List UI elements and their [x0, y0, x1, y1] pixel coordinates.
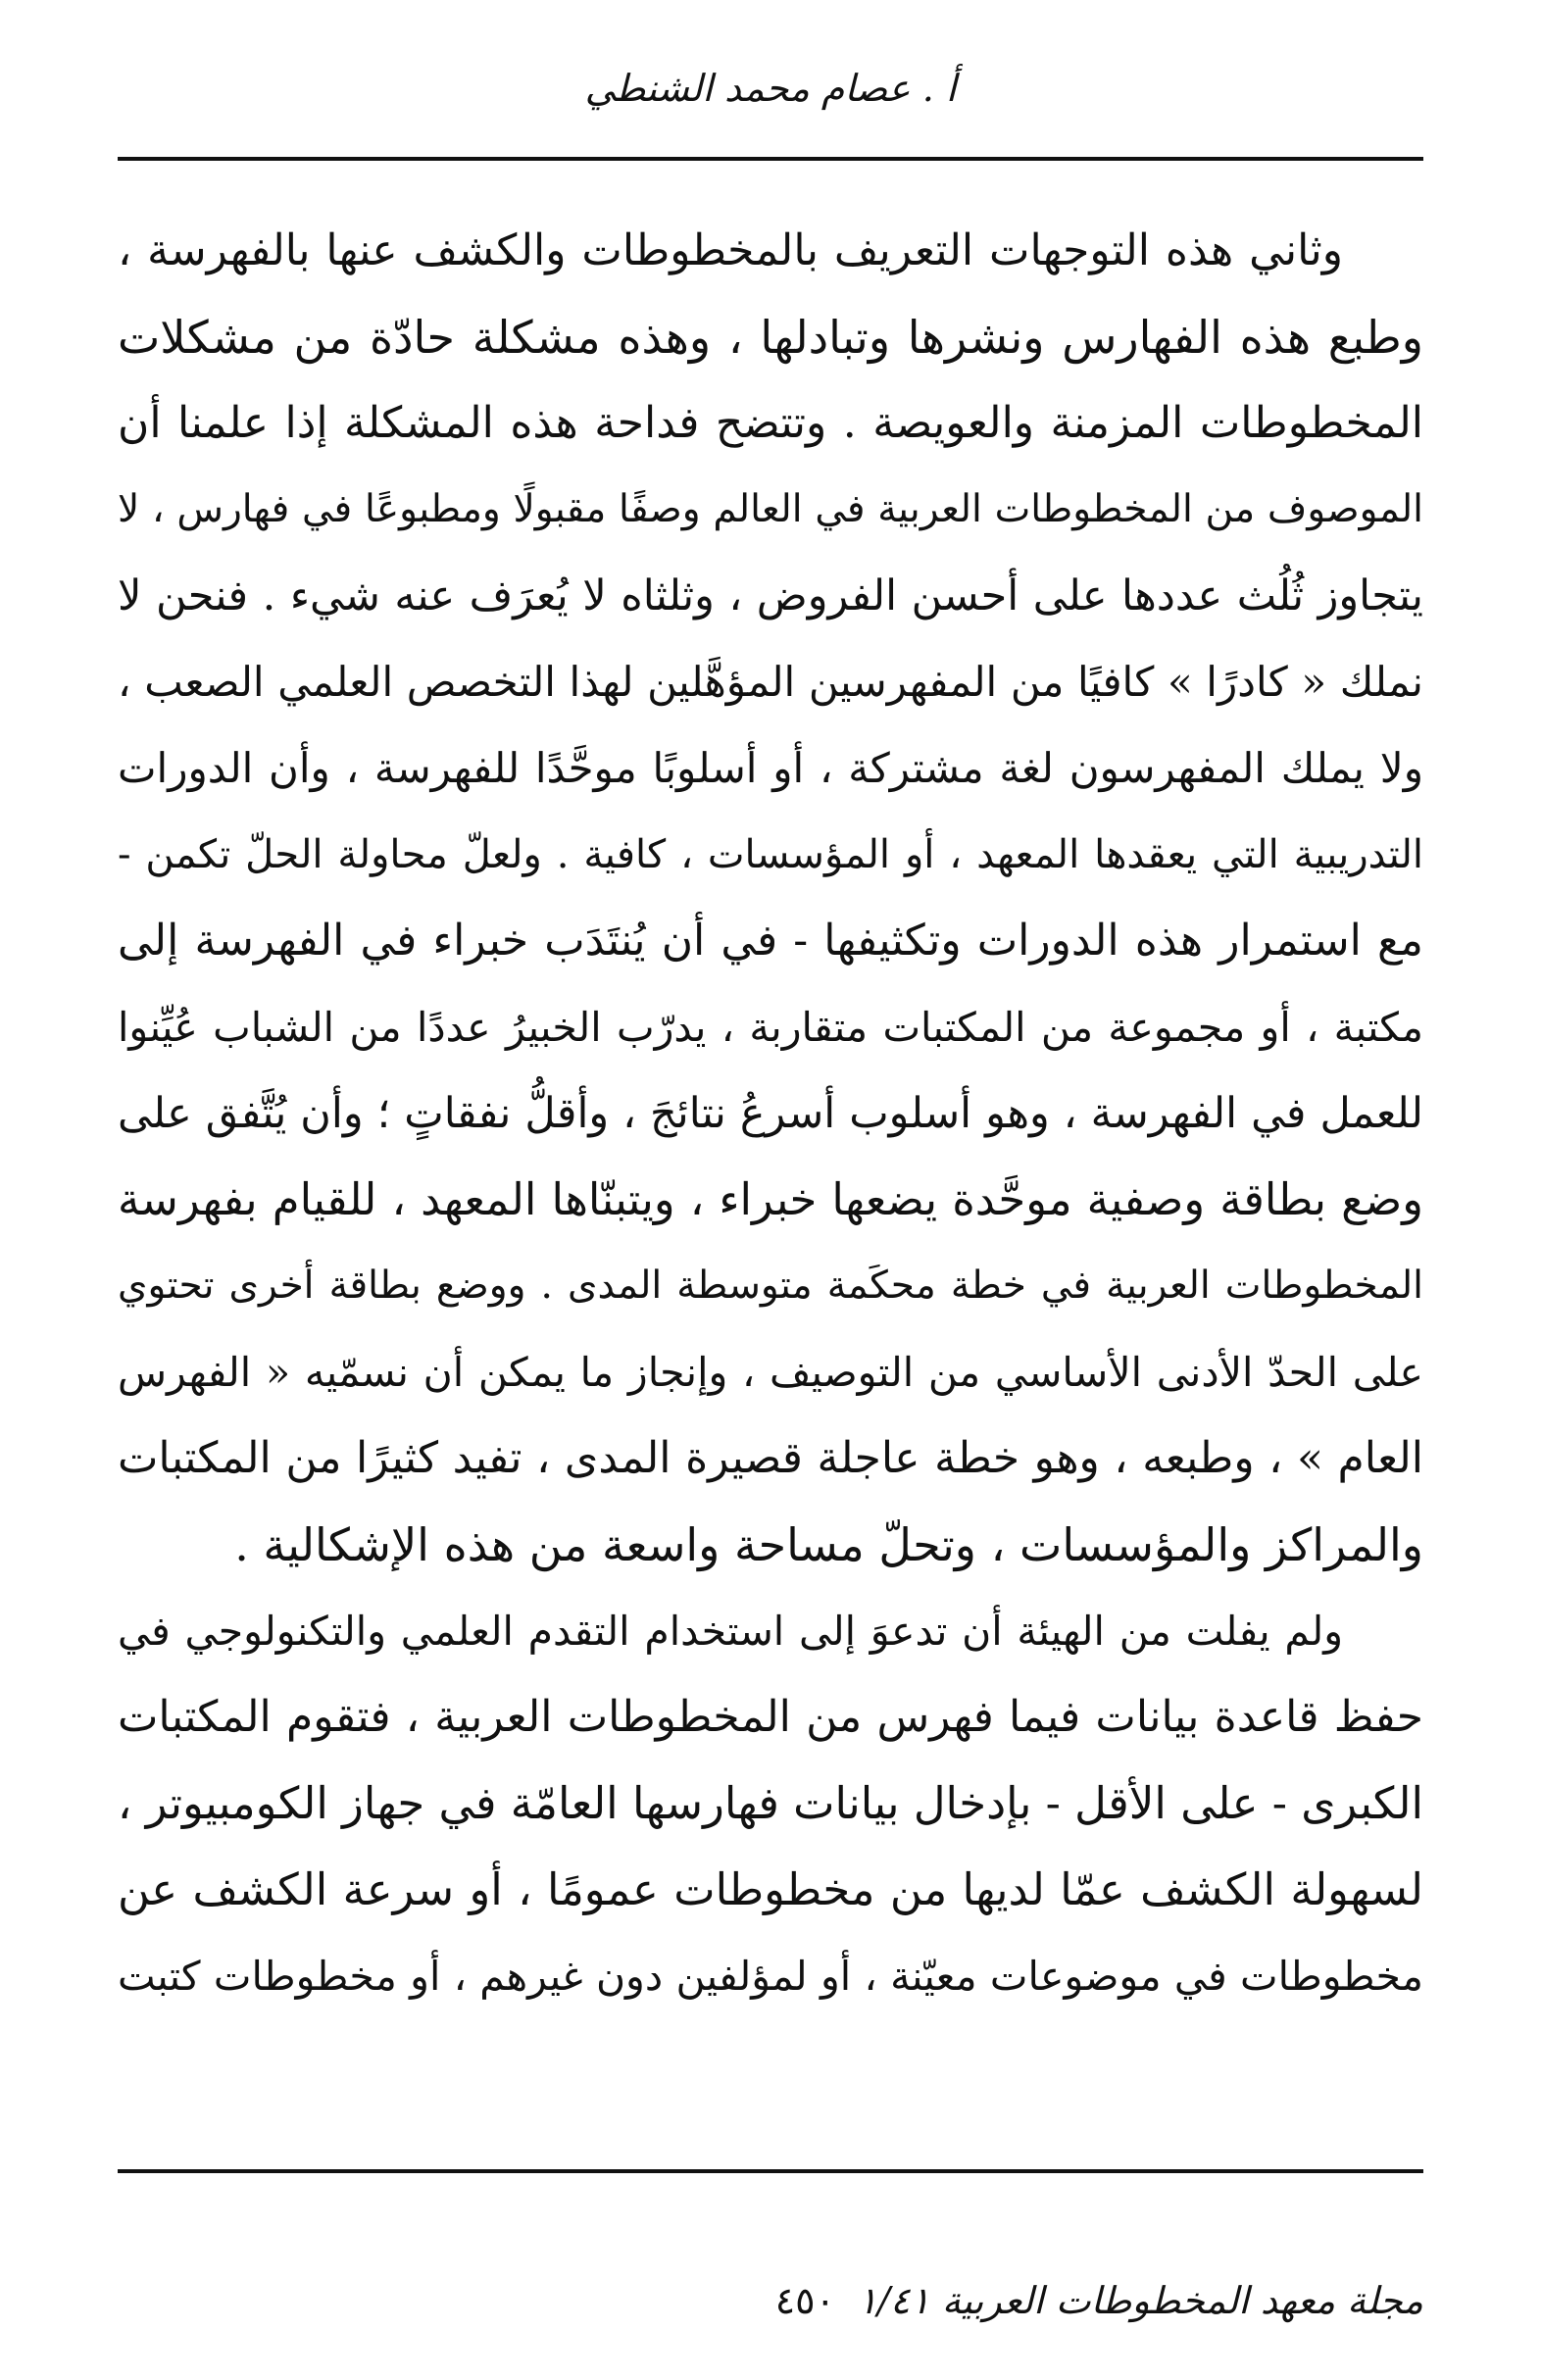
text-line: على الحدّ الأدنى الأساسي من التوصيف ، وإنجاز ما يمكن أن نسمّيه « الفهرس: [118, 1349, 1423, 1396]
text-line: يتجاوز ثُلُث عددها على أحسن الفروض ، وثلثاه لا يُعرَف عنه شيء . فنحن لا: [118, 571, 1423, 620]
text-line: المخطوطات العربية في خطة محكَمة متوسطة المدى . ووضع بطاقة أخرى تحتوي: [118, 1264, 1423, 1308]
text-line: مع استمرار هذه الدورات وتكثيفها - في أن يُنتَدَب خبراء في الفهرسة إلى: [118, 916, 1423, 966]
text-line: نملك « كادرًا » كافيًا من المفهرسين المؤهَّلين لهذا التخصص العلمي الصعب ،: [118, 658, 1423, 706]
page-number: ٤٥٠: [774, 2279, 835, 2322]
header-rule: [118, 157, 1423, 161]
text-line: وطبع هذه الفهارس ونشرها وتبادلها ، وهذه مشكلة حادّة من مشكلات: [118, 311, 1423, 364]
footer-rule: [118, 2169, 1423, 2173]
text-line: وضع بطاقة وصفية موحَّدة يضعها خبراء ، ويتبنّاها المعهد ، للقيام بفهرسة: [118, 1173, 1423, 1225]
text-line: الموصوف من المخطوطات العربية في العالم وصفًا مقبولًا ومطبوعًا في فهارس ، لا: [118, 487, 1423, 531]
text-line: مكتبة ، أو مجموعة من المكتبات متقاربة ، يدرّب الخبيرُ عددًا من الشباب عُيِّنوا: [118, 1004, 1423, 1051]
running-header-author: أ . عصام محمد الشنطي: [584, 67, 957, 110]
text-line: والمراكز والمؤسسات ، وتحلّ مساحة واسعة من هذه الإشكالية .: [234, 1518, 1423, 1571]
body-text: [118, 208, 1423, 2019]
text-line: للعمل في الفهرسة ، وهو أسلوب أسرعُ نتائجَ ، وأقلُّ نفقاتٍ ؛ وأن يُتَّفق على: [118, 1089, 1423, 1138]
text-line: التدريبية التي يعقدها المعهد ، أو المؤسسات ، كافية . ولعلّ محاولة الحلّ تكمن -: [118, 832, 1423, 877]
journal-citation: مجلة معهد المخطوطات العربية ١/٤١: [857, 2279, 1423, 2322]
text-line: حفظ قاعدة بيانات فيما فهرس من المخطوطات العربية ، فتقوم المكتبات: [118, 1692, 1423, 1742]
text-line: لسهولة الكشف عمّا لديها من مخطوطات عمومًا ، أو سرعة الكشف عن: [118, 1863, 1423, 1915]
text-line: الكبرى - على الأقل - بإدخال بيانات فهارسها العامّة في جهاز الكومبيوتر ،: [117, 1777, 1423, 1829]
page-footer: [118, 2279, 1423, 2338]
text-line: ولم يفلت من الهيئة أن تدعوَ إلى استخدام التقدم العلمي والتكنولوجي في: [118, 1608, 1343, 1655]
text-line: وثاني هذه التوجهات التعريف بالمخطوطات والكشف عنها بالفهرسة ،: [118, 225, 1343, 275]
text-line: ولا يملك المفهرسون لغة مشتركة ، أو أسلوبًا موحَّدًا للفهرسة ، وأن الدورات: [118, 744, 1423, 792]
text-line: المخطوطات المزمنة والعويصة . وتتضح فداحة هذه المشكلة إذا علمنا أن: [118, 398, 1423, 448]
text-line: مخطوطات في موضوعات معيّنة ، أو لمؤلفين دون غيرهم ، أو مخطوطات كتبت: [118, 1953, 1423, 2000]
text-line: العام » ، وطبعه ، وهو خطة عاجلة قصيرة المدى ، تفيد كثيرًا من المكتبات: [118, 1433, 1423, 1483]
